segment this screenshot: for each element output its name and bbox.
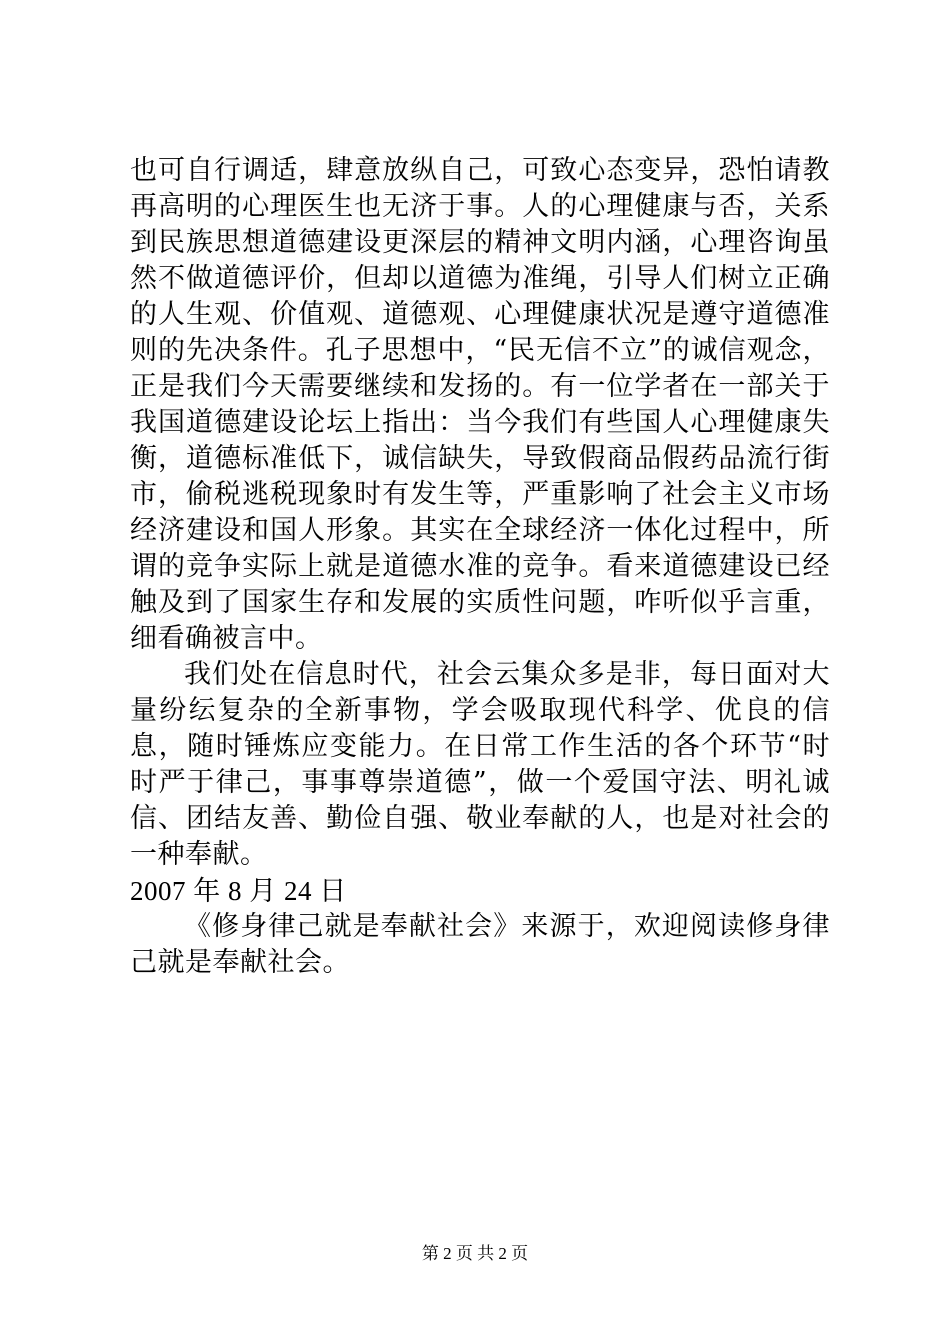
document-body xyxy=(130,153,830,981)
page-footer: 第 2 页 共 2 页 xyxy=(421,1244,529,1263)
document-date: 2007 年 8 月 24 日 xyxy=(130,876,347,906)
paragraph-information-age: 我们处在信息时代，社会云集众多是非，每日面对大量纷纭复杂的全新事物，学会吸取现代科学、优良的信息，随时锤炼应变能力。在日常工作生活的各个环节“时时严于律己，事事尊崇道德”，做一个爱国守法、明礼诚信、团结友善、勤俭自强、敬业奉献的人，也是对社会的一种奉献。 xyxy=(130,659,830,870)
source-note: 《修身律己就是奉献社会》来源于，欢迎阅读修身律己就是奉献社会。 xyxy=(130,911,830,978)
paragraph-continued: 也可自行调适，肆意放纵自己，可致心态变异，恐怕请教再高明的心理医生也无济于事。人的心理健康与否，关系到民族思想道德建设更深层的精神文明内涵，心理咨询虽然不做道德评价，但却以道德为准绳，引导人们树立正确的人生观、价值观、道德观、心理健康状况是遵守道德准则的先决条件。孔子思想中，“民无信不立”的诚信观念，正是我们今天需要继续和发扬的。有一位学者在一部关于我国道德建设论坛上指出：当今我们有些国人心理健康失衡，道德标准低下，诚信缺失，导致假商品假药品流行街市，偷税逃税现象时有发生等，严重影响了社会主义市场经济建设和国人形象。其实在全球经济一体化过程中，所谓的竞争实际上就是道德水准的竞争。看来道德建设已经触及到了国家生存和发展的实质性问题，咋听似乎言重，细看确被言中。 xyxy=(130,155,830,654)
